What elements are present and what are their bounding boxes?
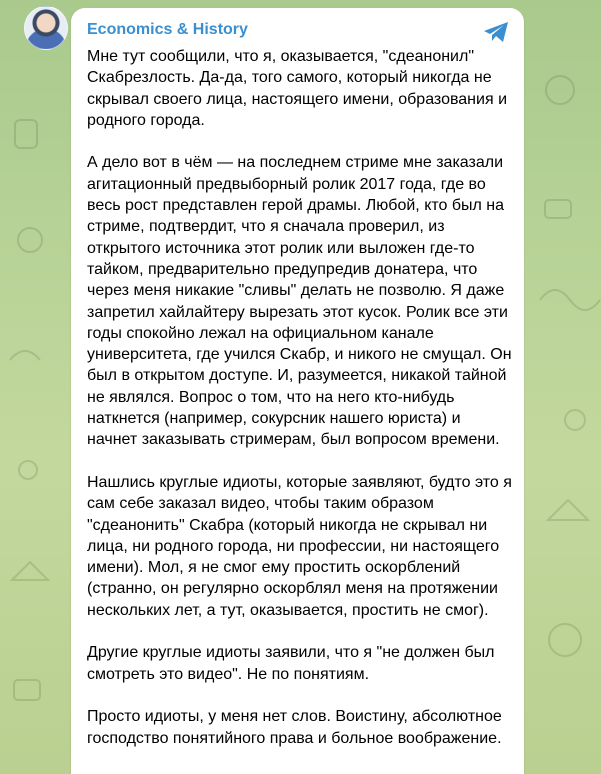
channel-name[interactable]: Economics & History: [87, 21, 248, 38]
message-paragraph-4: Другие круглые идиоты заявили, что я "не должен был смотреть это видео". Не по понятиям.: [87, 644, 495, 683]
message-bubble: [71, 8, 524, 774]
message-paragraph-2: А дело вот в чём — на последнем стриме мне заказали агитационный предвыборный ролик 2017 года, где во весь рост представлен герой драмы. Любой, кто был на стриме, подтвердит, что я сначала проверил, из открытого источника этот ролик или выложен где-то тайком, предварительно предупредив донатера, что через меня никакие "сливы" делать не позволю. Я даже запретил хайлайтеру вырезать этот кусок. Ролик все эти годы спокойно лежал на официальном канале университета, где учился Скабр, и никого не смущал. Он был в открытом доступе. И, разумеется, никакой тайной не являлся. Вопрос о том, что на него кто-нибудь наткнется (например, сокурсник нашего юриста) и начнет заказывать стримерам, был вопросом времени.: [87, 154, 512, 449]
message-paragraph-5: Просто идиоты, у меня нет слов. Воистину, абсолютное господство понятийного права и больное воображение.: [87, 708, 502, 747]
message-paragraph-1: Мне тут сообщили, что я, оказывается, "сдеанонил" Скабрезлость. Да-да, того самого, который никогда не скрывал своего лица, настоящего имени, образования и родного города.: [87, 48, 507, 129]
message-paragraph-3: Нашлись круглые идиоты, которые заявляют, будто это я сам себе заказал видео, чтобы таким образом "сдеанонить" Скабра (который никогда не скрывал ни лица, ни родного города, ни профессии, ни настоящего имени). Мол, я не смог ему простить оскорблений (странно, он регулярно оскорблял меня на протяжении нескольких лет, а тут, оказывается, простить не смог).: [87, 473, 512, 619]
channel-avatar[interactable]: [24, 6, 68, 50]
message-text: [87, 46, 512, 770]
telegram-plane-icon[interactable]: [482, 20, 510, 44]
